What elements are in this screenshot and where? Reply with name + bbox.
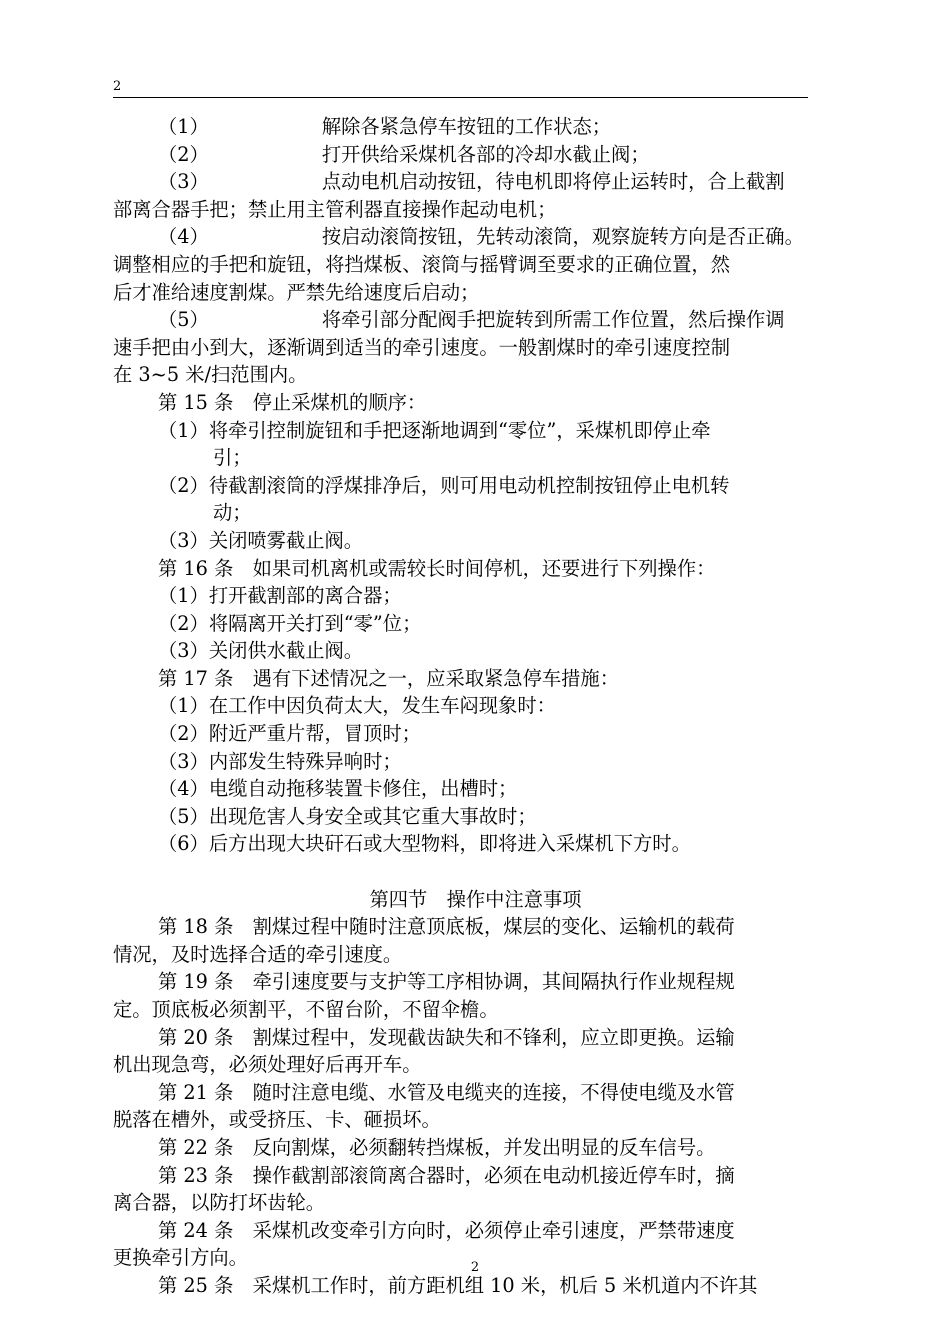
paragraph-line: 调整相应的手把和旋钮，将挡煤板、滚筒与摇臂调至要求的正确位置，然	[113, 252, 730, 276]
article-heading: 第 16 条 如果司机离机或需较长时间停机，还要进行下列操作：	[158, 556, 716, 580]
footer-page-number: 2	[470, 1260, 480, 1275]
paragraph-line: 部离合器手把；禁止用主管利器直接操作起动电机；	[113, 197, 557, 221]
article-line: 第 25 条 采煤机工作时，前方距机组 10 米，机后 5 米机道内不许其	[158, 1273, 758, 1297]
paragraph-line: 定。顶底板必须割平，不留台阶，不留伞檐。	[113, 998, 499, 1021]
header-page-number: 2	[113, 79, 122, 94]
article-line: 第 22 条 反向割煤，必须翻转挡煤板，并发出明显的反车信号。	[158, 1135, 716, 1159]
paragraph-line: 更换牵引方向。	[113, 1246, 248, 1270]
paragraph-line: 情况，及时选择合适的牵引速度。	[113, 942, 403, 966]
list-item: （4）电缆自动拖移装置卡修住，出槽时；	[158, 777, 518, 801]
list-item: （2）待截割滚筒的浮煤排净后，则可用电动机控制按钮停止电机转	[158, 473, 730, 497]
article-line: 第 20 条 割煤过程中，发现截齿缺失和不锋利，应立即更换。运输	[158, 1025, 735, 1049]
list-item: （3）内部发生特殊异响时；	[158, 749, 402, 773]
article-line: 第 18 条 割煤过程中随时注意顶底板，煤层的变化、运输机的载荷	[158, 915, 735, 939]
header-rule	[113, 97, 808, 98]
list-item: （2）附近严重片帮，冒顶时；	[158, 722, 421, 746]
article-line: 第 24 条 采煤机改变牵引方向时，必须停止牵引速度，严禁带速度	[158, 1218, 735, 1242]
list-item: （5）出现危害人身安全或其它重大事故时；	[158, 804, 537, 828]
paragraph-line: 速手把由小到大，逐渐调到适当的牵引速度。一般割煤时的牵引速度控制	[113, 335, 730, 359]
blank-line	[113, 858, 838, 886]
list-item: （5） 将牵引部分配阀手把旋转到所需工作位置，然后操作调	[158, 308, 785, 332]
paragraph-line: 脱落在槽外，或受挤压、卡、砸损坏。	[113, 1108, 441, 1132]
list-item: （6）后方出现大块矸石或大型物料，即将进入采煤机下方时。	[158, 832, 691, 856]
paragraph-line: 在 3~5 米/扫范围内。	[113, 363, 308, 387]
list-item: （3）关闭供水截止阀。	[158, 639, 364, 663]
list-item: （1）将牵引控制旋钮和手把逐渐地调到“零位”，采煤机即停止牵	[158, 418, 711, 442]
paragraph-line: 后才准给速度割煤。严禁先给速度后启动；	[113, 280, 480, 304]
article-heading: 第 15 条 停止采煤机的顺序：	[158, 390, 427, 414]
document-body	[113, 113, 838, 1300]
list-item: （3）关闭喷雾截止阀。	[158, 528, 364, 552]
paragraph-line: 机出现急弯，必须处理好后再开车。	[113, 1053, 422, 1077]
section-heading: 第四节 操作中注意事项	[369, 887, 582, 911]
list-item: （2）将隔离开关打到“零”位；	[158, 611, 422, 635]
list-item: （4） 按启动滚筒按钮，先转动滚筒，观察旋转方向是否正确。	[158, 225, 804, 249]
article-heading: 第 17 条 遇有下述情况之一，应采取紧急停车措施：	[158, 666, 619, 690]
article-line: 第 21 条 随时注意电缆、水管及电缆夹的连接，不得使电缆及水管	[158, 1080, 735, 1104]
article-line: 第 23 条 操作截割部滚筒离合器时，必须在电动机接近停车时，摘	[158, 1163, 735, 1187]
list-item: （2） 打开供给采煤机各部的冷却水截止阀；	[158, 142, 650, 166]
list-item: （1）打开截割部的离合器；	[158, 584, 402, 608]
list-item: （1） 解除各紧急停车按钮的工作状态；	[158, 115, 612, 138]
list-item: （1）在工作中因负荷太大，发生车闷现象时：	[158, 694, 556, 718]
paragraph-line: 离合器，以防打坏齿轮。	[113, 1191, 326, 1215]
list-item-continuation: 引；	[213, 446, 252, 470]
article-line: 第 19 条 牵引速度要与支护等工序相协调，其间隔执行作业规程规	[158, 970, 735, 994]
list-item-continuation: 动；	[213, 501, 252, 525]
list-item: （3） 点动电机启动按钮，待电机即将停止运转时，合上截割	[158, 170, 785, 194]
